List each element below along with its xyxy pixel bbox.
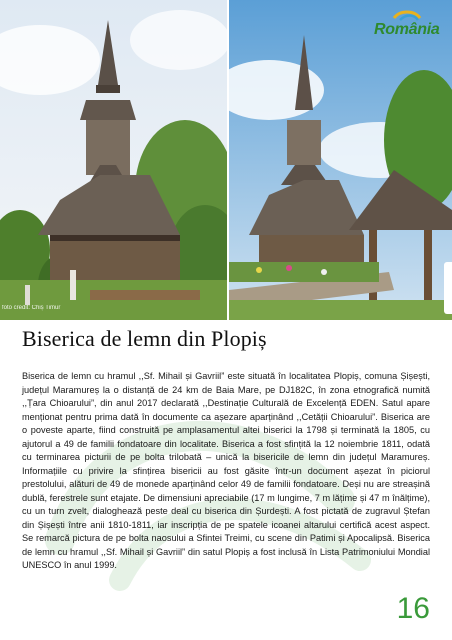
church-photo-left — [0, 0, 227, 320]
page-number: 16 — [396, 592, 430, 625]
page-title: Biserica de lemn din Plopiș — [22, 326, 267, 351]
photo-credit: foto credit: Chiș Timur — [2, 305, 61, 311]
side-tab — [444, 262, 452, 314]
romania-logo — [372, 8, 442, 46]
body-paragraph: Biserica de lemn cu hramul ,,Sf. Mihail și Gavriil” este situată în localitatea Plopiș, comuna Șișești, județul Maramureș la o distanță de 24 km de Baia Mare, pe DJ182C, în zona etnografică numită ,,Țara Chioarului”, din anul 2017 declarată ,,Destinație Culturală de Excelență EDEN. Satul apare menționat pentru prima dată în documente ca așezare aparținând ,,Cetății Chioarului”. Biserica are o poveste aparte, fiind construită pe amplasamentul altei biserici la 1798 și terminată la 1805, cu ajutorul a 49 de familii fondatoare din localitate. Biserica a fost sfințită la 12 noiembrie 1811, odată cu terminarea picturii de pe bolta trilobată – unică la bisericile de lemn din județul Maramureș. Informațiile cu privire la sfințirea bisericii au fost găsite într-un document așezat în piciorul prestolului, alături de 49 de monede aparținând celor 49 de familii fondatoare. Deși nu are streașină dublă, ferestrele sunt etajate. De dimensiuni apreciabile (17 m lungime, 7 m lățime și 47 m înălțime), cu un turn zvelt, dialoghează peste deal cu biserica din Șurdești. A fost pictată de zugravul Ștefan din Șișești între anii 1810-1811, iar inscripția de pe spatele icoanei altarului certifică acest aspect. Se remarcă pictura de pe bolta naosului a Sfintei Treimi, cu scene din Patimi și Apocalipsă. Biserica de lemn cu hramul ,,Sf. Mihail și Gavriil” din satul Plopiș a fost inclusă în Lista Patrimoniului Mondial UNESCO în anul 1999. — [22, 371, 430, 570]
logo-text: România — [374, 21, 440, 38]
church-photo-right — [229, 0, 452, 320]
